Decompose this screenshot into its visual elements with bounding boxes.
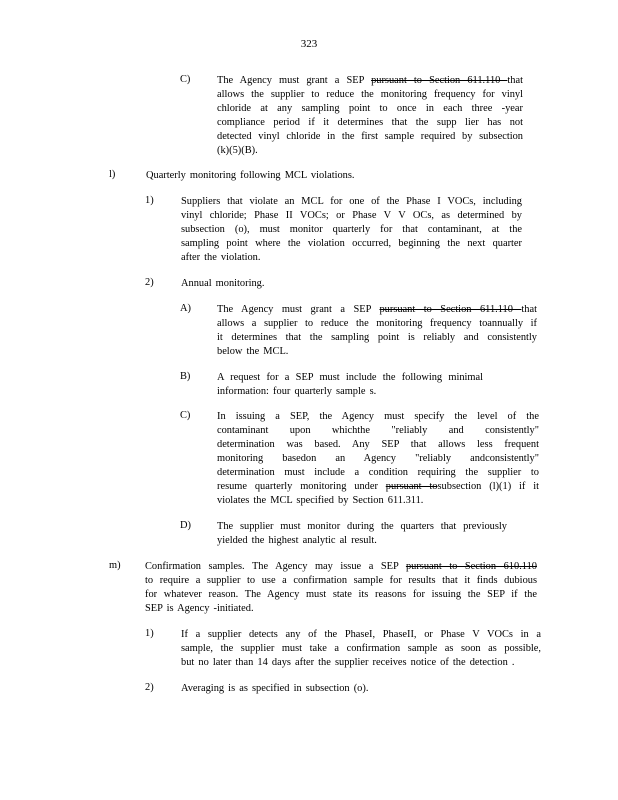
text-line [217,130,523,144]
text-line [217,345,537,359]
text-line [217,410,539,424]
text-run: to require a supplier to use a confirmation sample for results that it finds dubious [145,575,537,586]
text-line [217,371,483,385]
text-run: but no later than 14 days after the supplier receives notice of the detection . [181,657,515,668]
item-label: 2) [145,682,154,693]
text-run: If a supplier detects any of the PhaseI, PhaseII, or Phase V VOCs in a [181,629,541,640]
text-run: A request for a SEP must include the following minimal [217,372,483,383]
text-line [217,88,523,102]
text-run: information: four quarterly sample s. [217,386,377,397]
item-label: A) [180,303,191,314]
text-line [217,331,537,345]
text-line [146,169,386,183]
text-run: vinyl chloride; Phase II VOCs; or Phase V V OCs, as determined by [181,210,522,221]
text-run: subsection (o), must monitor quarterly for that contaminant, at the [181,224,522,235]
item-label: 1) [145,628,154,639]
text-line [145,560,537,574]
deleted-text: pursuant to [385,481,438,492]
item-text [217,520,507,548]
text-line [217,317,537,331]
text-line [145,588,537,602]
text-line [181,628,541,642]
text-run: Suppliers that violate an MCL for one of the Phase I VOCs, including [181,196,522,207]
text-line [217,74,523,88]
text-line [217,534,507,548]
text-line [181,195,522,209]
text-line [217,520,507,534]
text-run: it determines that the sampling point is reliably and consistently [217,332,537,343]
text-run: violates the MCL specified by Section 611.311. [217,495,424,506]
text-line [217,144,523,158]
text-line [181,656,541,670]
deleted-text: pursuant to Section 611.110 [371,75,508,86]
deleted-text: pursuant to Section 611.110 [379,304,522,315]
text-run: compliance period if it determines that the supp lier has not [217,117,523,128]
text-line [181,642,541,656]
item-text [146,169,386,183]
page-number: 323 [300,38,318,50]
item-text [181,277,381,291]
text-run: allows a supplier to reduce the monitoring frequency toannually if [217,318,537,329]
text-line [217,303,537,317]
text-run: sample, the supplier must take a confirmation sample as soon as possible, [181,643,541,654]
text-line [181,237,522,251]
text-line [217,424,539,438]
item-label: C) [180,410,191,421]
text-run: Averaging is as specified in subsection (o). [181,683,369,694]
text-line [181,223,522,237]
text-run: for whatever reason. The Agency must state its reasons for issuing the SEP if the [145,589,537,600]
text-run: determination must include a condition requiring the supplier to [217,467,539,478]
text-run: yielded the highest analytic al result. [217,535,377,546]
text-run: sampling point where the violation occurred, beginning the next quarter [181,238,522,249]
text-line [217,385,483,399]
item-label: C) [180,74,191,85]
item-label: l) [109,169,116,180]
item-label: B) [180,371,191,382]
text-run: The supplier must monitor during the quarters that previously [217,521,507,532]
item-text [217,303,537,359]
text-line [181,209,522,223]
text-run: The Agency must grant a SEP [217,304,380,315]
text-run: chloride at any sampling point to once in each three -year [217,103,523,114]
text-run: SEP is Agency -initiated. [145,603,254,614]
item-text [217,410,539,508]
text-line [217,116,523,130]
text-line [145,602,537,616]
text-run: subsection (l)(1) if it [437,481,539,492]
text-line [217,494,539,508]
item-label: 1) [145,195,154,206]
text-line [217,102,523,116]
text-run: (k)(5)(B). [217,145,258,156]
text-run: monitoring basedon an Agency "reliably andconsistently" [217,453,539,464]
text-run: Quarterly monitoring following MCL violations. [146,170,355,181]
item-label: 2) [145,277,154,288]
text-run: The Agency must grant a SEP [217,75,372,86]
text-line [181,277,381,291]
item-text [181,195,522,265]
item-label: D) [180,520,191,531]
text-line [217,466,539,480]
text-run: after the violation. [181,252,261,263]
text-line [217,452,539,466]
deleted-text: pursuant to Section 610.110 [405,561,537,572]
text-line [181,251,522,265]
text-run: allows the supplier to reduce the monitoring frequency for vinyl [217,89,523,100]
text-run: that [507,75,524,86]
item-label: m) [109,560,121,571]
text-run: contaminant upon whichthe "reliably and consistently" [217,425,539,436]
text-run: below the MCL. [217,346,289,357]
text-line [217,480,539,494]
text-line [145,574,537,588]
text-run: resume quarterly monitoring under [217,481,386,492]
text-run: In issuing a SEP, the Agency must specify the level of the [217,411,539,422]
item-text [217,74,523,158]
text-run: detected vinyl chloride in the first sample required by subsection [217,131,523,142]
text-run: determination was based. Any SEP that allows less frequent [217,439,539,450]
item-text [181,628,541,670]
item-text [217,371,483,399]
text-line [217,438,539,452]
text-run: Confirmation samples. The Agency may issue a SEP [145,561,406,572]
item-text [145,560,537,616]
item-text [181,682,401,696]
text-line [181,682,401,696]
text-run: Annual monitoring. [181,278,265,289]
text-run: that [521,304,538,315]
